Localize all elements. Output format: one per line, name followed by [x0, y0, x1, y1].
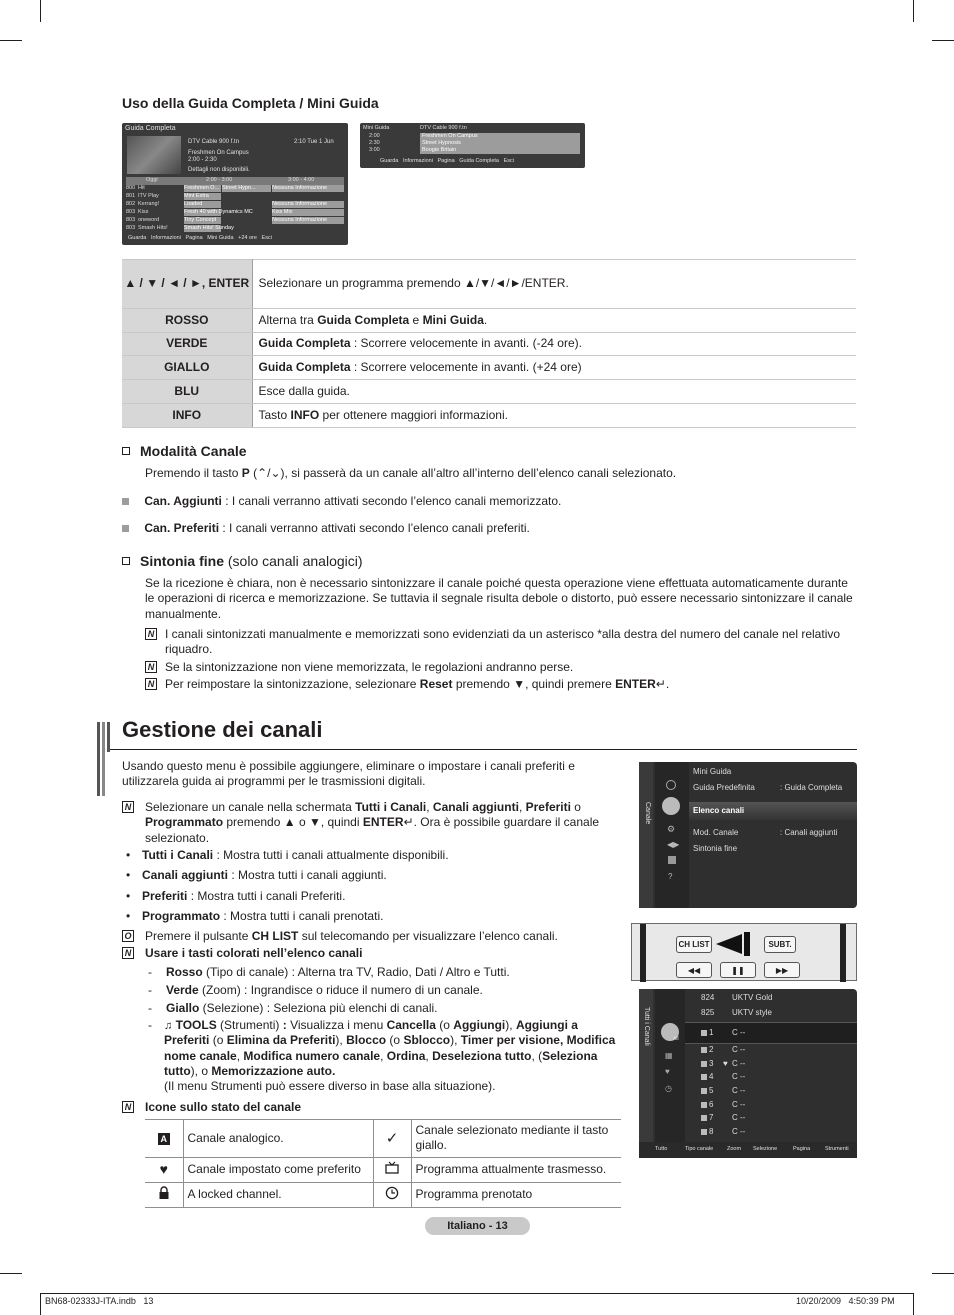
setup-icon: ⚙	[667, 824, 676, 834]
guide-row[interactable]: 801 ITV Play Mint Extra	[126, 193, 344, 201]
checkbox-icon	[122, 447, 130, 455]
icon-desc: A locked channel.	[183, 1182, 373, 1207]
gestione-bullet: • Preferiti : Mostra tutti i canali Preferiti.	[126, 889, 346, 903]
icons-table	[145, 1119, 621, 1208]
mini-guide-channel-info: DTV Cable 900 f.tn	[420, 125, 467, 131]
keys-row	[122, 309, 856, 333]
list-icon-column	[655, 989, 685, 1158]
check-icon: ✓	[373, 1120, 411, 1158]
key-cell: ▲ / ▼ / ◄ / ►, ENTER	[122, 260, 252, 309]
keys-row	[122, 260, 856, 309]
key-desc: Tasto INFO per ottenere maggiori informazioni.	[252, 404, 856, 428]
gestione-note: N Selezionare un canale nella schermata Tutti i Canali, Canali aggiunti, Preferiti o Programmato premendo ▲ o ▼, quindi ENTER↵. Ora è possibile guardare il canale selezionato.	[122, 800, 617, 846]
icons-row	[145, 1120, 621, 1158]
heading-bars	[97, 722, 111, 796]
keys-row	[122, 404, 856, 428]
heart-icon: ♥	[145, 1157, 183, 1182]
icon-desc: Programma attualmente trasmesso.	[411, 1157, 621, 1182]
mini-guide-row[interactable]: 2:30 Street Hypnosis	[363, 140, 581, 147]
note-icon: N	[145, 678, 157, 690]
tv-type-icon: ▦	[665, 1051, 673, 1060]
lock-icon	[145, 1182, 183, 1207]
list-side-label: Tutti i Canali	[643, 1007, 650, 1046]
enter-icon: ↵	[403, 815, 414, 830]
mini-guide-row[interactable]: 3:00 Boogie Britain	[363, 147, 581, 154]
key-cell: GIALLO	[122, 356, 252, 380]
guide-channel-info: DTV Cable 900 f.tn	[188, 139, 240, 145]
dash-item: - Rosso (Tipo di canale) : Alterna tra TV, Radio, Dati / Altro e Tutti.	[148, 965, 510, 979]
sintonia-note: N Se la sintonizzazione non viene memorizzata, le regolazioni andranno perse.	[145, 660, 857, 675]
mini-guide-row[interactable]: 2:00 Freshmen On Campus	[363, 133, 581, 140]
icon-desc: Canale analogico.	[183, 1120, 373, 1158]
remote-edge	[840, 924, 846, 982]
guide-datetime: 2:10 Tue 1 Jun	[294, 139, 334, 145]
sintonia-note: N I canali sintonizzati manualmente e memorizzati sono evidenziati da un asterisco *alla destra del numero del canale nel relativo riquadro.	[145, 627, 857, 658]
pause-button[interactable]: ❚❚	[720, 962, 756, 978]
key-cell: BLU	[122, 380, 252, 404]
key-desc: Guida Completa : Scorrere velocemente in avanti. (-24 ore).	[252, 333, 856, 356]
channel-row[interactable]: 2 C --	[685, 1045, 857, 1057]
guide-time-range: 2:00 - 2:30	[188, 157, 217, 163]
channel-list-screen	[639, 989, 857, 1158]
analog-icon	[701, 1102, 707, 1108]
mini-guide-footer: Guarda Informazioni Pagina Guida Completa Esci	[380, 158, 514, 164]
menu-item[interactable]: Mini Guida	[693, 767, 732, 776]
rewind-button[interactable]: ◀◀	[676, 962, 712, 978]
modalita-intro: Premendo il tasto P (⌃/⌄), si passerà da un canale all’altro all’interno dell’elenco canali selezionato.	[145, 466, 677, 480]
modalita-item: Can. Aggiunti : I canali verranno attivati secondo l’elenco canali memorizzato.	[122, 494, 561, 509]
volume-bar-icon	[744, 932, 750, 956]
guide-preview-image	[127, 136, 181, 174]
channel-row[interactable]: 3 ♥ C --	[685, 1059, 857, 1071]
channel-row[interactable]: 6 C --	[685, 1100, 857, 1112]
keys-row	[122, 333, 856, 356]
checkbox-icon	[122, 557, 130, 565]
menu-item[interactable]: Guida Predefinita : Guida Completa	[693, 783, 843, 792]
analog-icon	[701, 1074, 707, 1080]
list-footer: Tutto Tipo canale Zoom Selezione Pagina Strumenti	[639, 1142, 857, 1158]
enter-icon: ↵	[655, 677, 666, 691]
guide-details: Dettagli non disponibili.	[188, 167, 250, 173]
note-icon: N	[122, 947, 134, 959]
guide-program: Freshmen On Campus	[188, 150, 249, 156]
chevron-up-icon: ⌃	[257, 466, 268, 480]
analog-icon	[701, 1030, 707, 1036]
channel-menu-screen	[639, 762, 857, 908]
dash-item: - ♫ TOOLS (Strumenti) : Visualizza i menu Cancella (o Aggiungi), Aggiungi a Preferiti (o Elimina da Preferiti), Blocco (o Sblocco), Timer per visione, Modifica nome canale, Modifica numero canale, Ordina, Deseleziona tutto, (Seleziona tutto), o Memorizzazione auto. (Il menu Strumenti può essere diverso in base alla situazione).	[148, 1018, 616, 1094]
crop-mark	[913, 1293, 914, 1315]
support-icon: ?	[668, 872, 673, 881]
note-icon: N	[145, 628, 157, 640]
guide-footer: Guarda Informazioni Pagina Mini Guida +24 ore Esci	[128, 235, 272, 241]
gestione-note: N Usare i tasti colorati nell’elenco canali	[122, 946, 617, 961]
modalita-item: Can. Preferiti : I canali verranno attivati secondo l’elenco canali preferiti.	[122, 521, 530, 536]
heart-icon: ♥	[723, 1059, 728, 1068]
chevron-down-icon: ⌄	[270, 466, 281, 480]
footer-date: 10/20/2009 4:50:39 PM	[796, 1296, 895, 1306]
keys-table	[122, 259, 856, 428]
menu-item[interactable]: Sintonia fine	[693, 844, 738, 853]
gestione-bullet: • Canali aggiunti : Mostra tutti i canali aggiunti.	[126, 868, 387, 882]
guide-grid-header: Oggi 2:00 - 3:00 3:00 - 4:00	[126, 177, 344, 185]
menu-side-label: Canale	[644, 802, 651, 825]
app-icon	[668, 856, 676, 864]
remote-note-icon: O	[122, 930, 134, 942]
volume-rocker-icon	[716, 934, 742, 954]
menu-item[interactable]: Mod. Canale : Canali aggiunti	[693, 828, 838, 837]
channel-row[interactable]: 825 UKTV style	[701, 1008, 773, 1017]
guide-grid	[126, 177, 344, 233]
channel-row[interactable]: 5 C --	[685, 1086, 857, 1098]
channel-row[interactable]: 1 C --	[685, 1028, 857, 1040]
sintonia-para: Se la ricezione è chiara, non è necessario sintonizzare il canale poiché questa operazione viene effettuata automaticamente durante le operazioni di ricerca e memorizzazione. Se tuttavia il segnale risulta debole o distorto, può essere necessario sintonizzare il canale manualmente.	[145, 576, 853, 621]
footer-rule	[40, 1293, 914, 1294]
guide-row[interactable]: 803 Kiss Fresh 40 with Dynamics MC Kiss Mix	[126, 209, 344, 217]
crop-mark	[932, 40, 954, 41]
crop-mark	[0, 1273, 22, 1274]
fast-forward-button[interactable]: ▶▶	[764, 962, 800, 978]
guide-row[interactable]: 802 Kerrang! Loaded Nessuna Informazione	[126, 201, 344, 209]
square-bullet-icon	[122, 498, 129, 505]
scheduled-icon: ◷	[665, 1084, 672, 1093]
menu-item-elenco-canali[interactable]: Elenco canali	[689, 802, 857, 820]
crop-mark	[40, 1293, 41, 1315]
key-desc: Selezionare un programma premendo ▲/▼/◄/►/ENTER.	[252, 260, 856, 309]
channel-row[interactable]: 7 C --	[685, 1113, 857, 1125]
channel-row[interactable]: 4 C --	[685, 1072, 857, 1084]
analog-icon	[701, 1115, 707, 1121]
guide-row[interactable]: 803 oneword Tiny Concept Nessuna Informazione	[126, 217, 344, 225]
crop-mark	[40, 0, 41, 22]
full-guide-title: Guida Completa	[125, 125, 176, 132]
subt-button[interactable]: SUBT.	[764, 936, 796, 953]
keys-row	[122, 380, 856, 404]
square-bullet-icon	[122, 525, 129, 532]
keys-row	[122, 356, 856, 380]
icons-row	[145, 1182, 621, 1207]
note-icon: N	[145, 661, 157, 673]
guide-row[interactable]: 803 Smash Hits! Smash Hits! Sunday	[126, 225, 234, 231]
input-icon: ◀▶	[667, 840, 680, 849]
clock-icon	[373, 1182, 411, 1207]
remote-image	[631, 923, 857, 981]
dash-item: - Giallo (Selezione) : Seleziona più elenchi di canali.	[148, 1001, 438, 1015]
icons-row	[145, 1157, 621, 1182]
crop-mark	[0, 40, 22, 41]
gestione-intro: Usando questo menu è possibile aggiungere, eliminare o impostare i canali preferiti e utilizzarela guida ai programmi per le trasmissioni digitali.	[122, 759, 575, 789]
gestione-bullet: • Programmato : Mostra tutti i canali prenotati.	[126, 909, 384, 923]
note-icon: N	[122, 1101, 134, 1113]
mini-guide-screen	[360, 123, 585, 168]
icon-desc: Canale impostato come preferito	[183, 1157, 373, 1182]
page-number-badge: Italiano - 13	[425, 1217, 530, 1235]
key-desc: Esce dalla guida.	[252, 380, 856, 404]
dash-item: - Verde (Zoom) : Ingrandisce o riduce il numero di un canale.	[148, 983, 483, 997]
mini-guide-title: Mini Guida	[363, 125, 390, 131]
favorite-icon: ♥	[665, 1067, 670, 1076]
full-guide-screen	[122, 123, 348, 245]
picture-icon	[666, 780, 676, 790]
menu-side-bar	[639, 762, 653, 908]
all-label: All	[673, 1036, 679, 1042]
key-cell: VERDE	[122, 333, 252, 356]
footer-file: BN68-02333J-ITA.indb 13	[45, 1296, 154, 1306]
analog-icon	[701, 1047, 707, 1053]
channel-row[interactable]: 8 C --	[685, 1127, 857, 1139]
analog-icon	[701, 1088, 707, 1094]
note-icon: N	[122, 801, 134, 813]
channel-row[interactable]: 824 UKTV Gold	[701, 993, 773, 1002]
tools-icon: ♫	[164, 1020, 173, 1032]
gestione-bullet: • Tutti i Canali : Mostra tutti i canali attualmente disponibili.	[126, 848, 449, 862]
title-rule	[110, 749, 857, 750]
sintonia-title: Sintonia fine (solo canali analogici)	[122, 553, 363, 571]
crop-mark	[913, 0, 914, 22]
ch-list-button[interactable]: CH LIST	[676, 936, 712, 953]
section-title: Uso della Guida Completa / Mini Guida	[122, 95, 379, 111]
channel-icon	[662, 797, 680, 815]
tv-icon	[373, 1157, 411, 1182]
icon-desc: Programma prenotato	[411, 1182, 621, 1207]
guide-row[interactable]: 800 Hit Freshmen O... Street Hypn... Nessuna Informazione	[126, 185, 344, 193]
gestione-note: O Premere il pulsante CH LIST sul telecomando per visualizzare l’elenco canali.	[122, 929, 617, 944]
menu-icon-column	[655, 762, 689, 908]
page-title: Gestione dei canali	[122, 717, 323, 742]
gestione-note: N Icone sullo stato del canale	[122, 1100, 617, 1115]
analog-icon	[701, 1061, 707, 1067]
analog-icon	[701, 1129, 707, 1135]
crop-mark	[932, 1273, 954, 1274]
key-cell: INFO	[122, 404, 252, 428]
icon-desc: Canale selezionato mediante il tasto giallo.	[411, 1120, 621, 1158]
key-desc: Alterna tra Guida Completa e Mini Guida.	[252, 309, 856, 333]
key-desc: Guida Completa : Scorrere velocemente in avanti. (+24 ore)	[252, 356, 856, 380]
analog-icon: A	[145, 1120, 183, 1158]
remote-edge	[640, 924, 646, 982]
sintonia-note: N Per reimpostare la sintonizzazione, selezionare Reset premendo ▼, quindi premere ENTER↵.	[145, 677, 857, 692]
modalita-title: Modalità Canale	[122, 443, 247, 461]
key-cell: ROSSO	[122, 309, 252, 333]
